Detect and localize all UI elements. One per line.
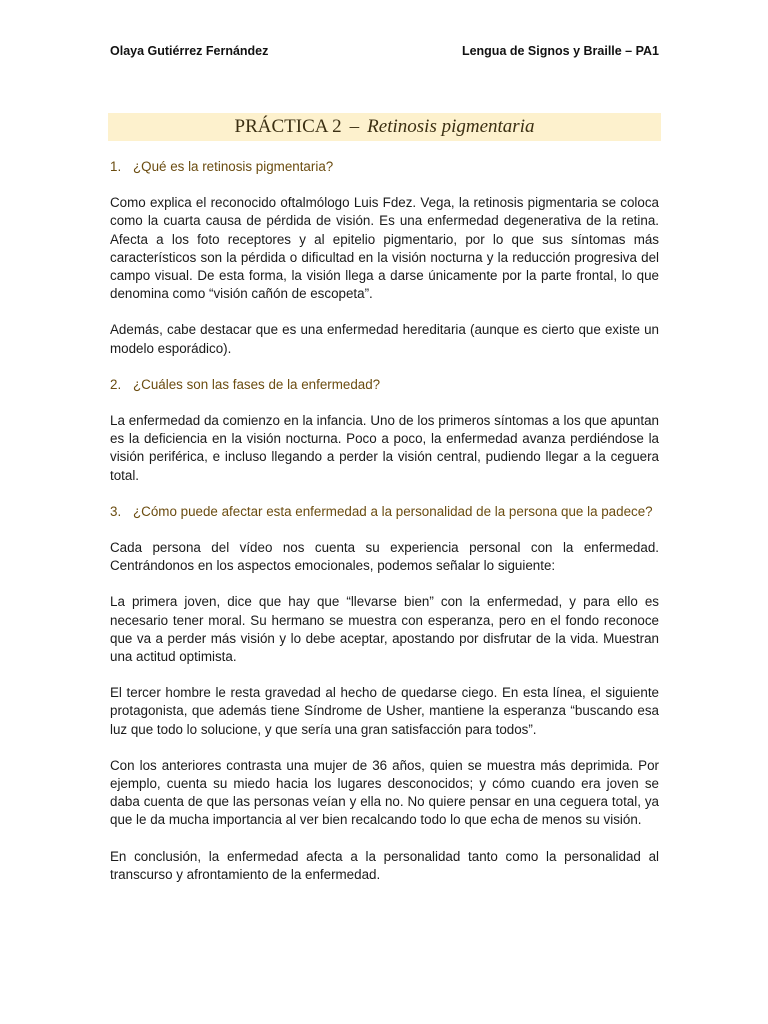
- section-3-paragraph: Con los anteriores contrasta una mujer de 36 años, quien se muestra más deprimida. Por ejemplo, cuenta su miedo hacia los lugares desconocidos; y cómo cuando era joven se daba cuenta de que las personas veían y ella no. No quiere pensar en una ceguera total, ya que le da mucha importancia al ver bien recalcando todo lo que echa de menos su visión.: [110, 757, 659, 828]
- title-subject: Retinosis pigmentaria: [367, 116, 535, 137]
- section-3-paragraph: El tercer hombre le resta gravedad al hecho de quedarse ciego. En esta línea, el siguiente protagonista, que además tiene Síndrome de Usher, mantiene la esperanza “buscando esa luz que todo lo solucione, y que sería una gran satisfacción para todos”.: [110, 685, 659, 737]
- title-prefix: PRÁCTICA 2: [234, 116, 342, 137]
- section-3-paragraph: La primera joven, dice que hay que “llevarse bien” con la enfermedad, y para ello es necesario tener moral. Su hermano se muestra con esperanza, pero en el fondo reconoce que va a perder más visión y lo debe aceptar, apostando por disfrutar de la vida. Muestran una actitud optimista.: [110, 594, 659, 665]
- title-dash: –: [349, 116, 360, 137]
- section-3-heading: [110, 503, 659, 521]
- document-title: [108, 113, 661, 141]
- section-1-paragraph: Como explica el reconocido oftalmólogo Luis Fdez. Vega, la retinosis pigmentaria se coloca como la cuarta causa de pérdida de visión. Es una enfermedad degenerativa de la retina. Afecta a los foto receptores y al epitelio pigmentario, por lo que sus síntomas más característicos son la pérdida o dificultad en la visión nocturna y la reducción progresiva del campo visual. De esta forma, la visión llega a darse únicamente por la parte frontal, lo que denomina como “visión cañón de escopeta”.: [110, 195, 659, 302]
- section-1-paragraph: Además, cabe destacar que es una enfermedad hereditaria (aunque es cierto que existe un modelo esporádico).: [110, 322, 659, 356]
- section-3-paragraph: Cada persona del vídeo nos cuenta su experiencia personal con la enfermedad. Centrándonos en los aspectos emocionales, podemos señalar lo siguiente:: [110, 540, 659, 574]
- section-2-paragraph: La enfermedad da comienzo en la infancia. Uno de los primeros síntomas a los que apuntan es la deficiencia en la visión nocturna. Poco a poco, la enfermedad avanza perdiéndose la visión periférica, e incluso llegando a perder la visión central, pudiendo llegar a la ceguera total.: [110, 413, 659, 483]
- section-1-number: 1.: [110, 159, 122, 174]
- header-author: Olaya Gutiérrez Fernández: [110, 44, 269, 58]
- section-2-question: ¿Cuáles son las fases de la enfermedad?: [133, 376, 381, 392]
- section-1-question: ¿Qué es la retinosis pigmentaria?: [133, 159, 334, 174]
- section-2-heading: [110, 376, 659, 394]
- section-3-question: ¿Cómo puede afectar esta enfermedad a la personalidad de la persona que la padece?: [133, 503, 653, 519]
- section-3-number: 3.: [110, 503, 122, 519]
- section-3-paragraph: En conclusión, la enfermedad afecta a la personalidad tanto como la personalidad al transcurso y afrontamiento de la enfermedad.: [110, 848, 659, 882]
- header-course: Lengua de Signos y Braille – PA1: [461, 44, 659, 58]
- document-body: [110, 158, 659, 884]
- section-2-number: 2.: [110, 376, 122, 392]
- section-1-heading: [110, 158, 659, 176]
- page-header: [110, 44, 659, 58]
